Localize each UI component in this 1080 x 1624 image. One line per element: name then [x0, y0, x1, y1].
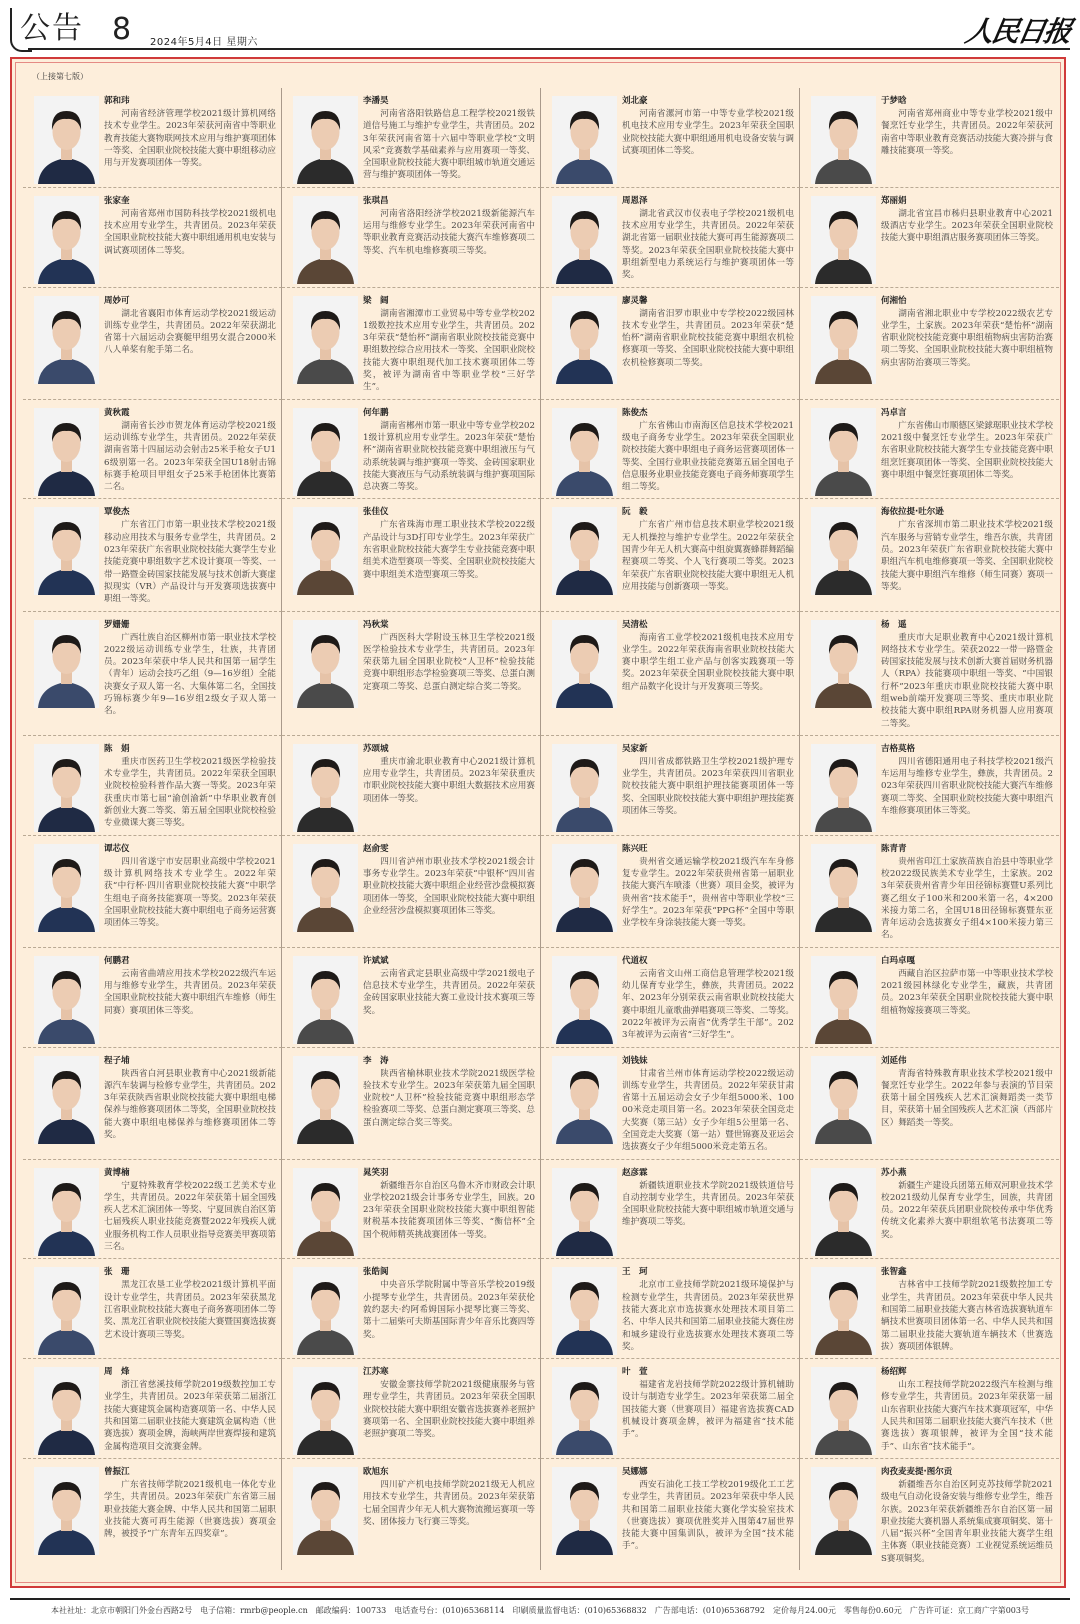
profile-card — [23, 736, 282, 836]
student-bio: 陕西省白河县职业教育中心2021级新能源汽车装调与检修专业学生，共青团员。2023年荣获陕西省职业院校技能大赛中职组电梯保养与维修赛项团体二等奖，全国职业院校技能大赛中职组电梯保养与维修赛项团体二等奖。 — [104, 1068, 276, 1140]
portrait-photo — [293, 1168, 358, 1256]
student-name: 李潘昊 — [363, 96, 389, 106]
footer-item: 零售每份0.60元 — [843, 1606, 902, 1616]
profile-card — [541, 948, 800, 1048]
profile-card — [800, 948, 1059, 1048]
student-bio: 四川省遂宁市安居职业高级中学校2021级计算机网络技术专业学生。2022年荣获“中行杯·四川省职业院校技能大赛”中职学生组电子商务技能赛项一等奖。2023年荣获全国职业院校技能大赛中职组电子商务运营赛项团体三等奖。 — [104, 856, 276, 929]
student-name: 杨 遥 — [881, 619, 907, 630]
portrait-photo — [34, 744, 99, 832]
student-name: 阮 毅 — [622, 507, 648, 518]
student-name: 程子埔 — [104, 1055, 130, 1066]
student-bio: 广东省江门市第一职业技术学校2021级移动应用技术与服务专业学生，共青团员。2023年荣获广东省职业院校技能大赛学生专业技能竞赛中职组数字艺术设计赛项一等奖、一带一路暨金砖国家技能发展与技术创新大赛虚拟现实（VR）产品设计与开发赛项选拔赛中职组一等奖。 — [104, 520, 276, 605]
profile-card — [541, 400, 800, 500]
student-name: 赵彦霖 — [622, 1167, 648, 1178]
profile-card — [23, 612, 282, 736]
profile-card — [541, 1359, 800, 1459]
footer-info — [10, 1605, 1070, 1616]
profile-card — [23, 1259, 282, 1359]
student-name: 周 烽 — [104, 1367, 130, 1378]
portrait-photo — [811, 1168, 876, 1256]
portrait-photo — [552, 408, 617, 496]
student-name: 梁 阔 — [363, 295, 389, 306]
portrait-photo — [811, 1056, 876, 1144]
continued-note: （上接第七版） — [32, 72, 88, 81]
profile-card — [541, 88, 800, 188]
student-name: 冯秋棠 — [363, 619, 389, 630]
footer-item: 定价每月24.00元 — [772, 1606, 836, 1616]
student-name: 许斌斌 — [363, 955, 389, 966]
student-bio: 海南省工业学校2021级机电技术应用专业学生。2022年荣获海南省职业院校技能大赛中职学生组工业产品与创客实践赛项一等奖。2023年荣获全国职业院校技能大赛中职组产品数字化设计与开发赛项三等奖。 — [622, 632, 794, 692]
profile-card — [800, 836, 1059, 948]
student-bio: 湖北省襄阳市体育运动学校2021级运动训练专业学生，共青团员。2022年荣获湖北省第十六届运动会赛艇甲组男女混合2000米八人单桨有舵手第二名。 — [104, 308, 276, 356]
student-bio: 湖南省湘潭市工业贸易中等专业学校2021级数控技术应用专业学生，共青团员。2023年荣获“楚怡杯”湖南省职业院校技能竞赛中职组数控综合应用技术一等奖、全国职业院校技能大赛中职组现代加工技术赛项团体二等奖，被评为湖南省中等职业学校“三好学生”。 — [363, 308, 535, 393]
student-name: 张佳仪 — [363, 507, 389, 518]
footer-rule — [10, 1598, 1070, 1600]
student-bio: 河南省洛阳经济学校2021级新能源汽车运用与维修专业学生。2023年荣获河南省中等职业教育竞赛活动技能大赛汽车维修赛项二等奖、汽车机电维修赛项三等奖。 — [363, 208, 535, 256]
student-name: 廖灵馨 — [622, 295, 648, 306]
student-name: 黄博楠 — [104, 1167, 130, 1178]
portrait-photo — [552, 1056, 617, 1144]
profile-card — [541, 499, 800, 611]
portrait-photo — [293, 1056, 358, 1144]
profile-card — [23, 1048, 282, 1160]
student-bio: 福建省龙岩技师学院2022级计算机辅助设计与制造专业学生。2023年荣获第二届全国技能大赛（世赛项目）福建省选拔赛CAD机械设计赛项金牌，被评为福建省“技术能手”。 — [622, 1380, 794, 1440]
footer-item: 邮政编码：100733 — [315, 1606, 387, 1616]
portrait-photo — [811, 744, 876, 832]
profile-card — [541, 188, 800, 288]
student-name: 何年鹏 — [363, 407, 389, 418]
portrait-photo — [293, 1467, 358, 1555]
profile-card — [23, 88, 282, 188]
student-bio: 河南省洛阳铁路信息工程学校2021级铁道信号施工与维护专业学生，共青团员。2023年荣获河南省第十六届中等职业学校“文明风采”竞赛数学基础素养与应用赛项一等奖、全国职业院校技能大赛中职组城市轨道交通运营与维护赛项团体一等奖。 — [363, 109, 535, 181]
student-bio: 四川省成都铁路卫生学校2021级护理专业学生，共青团员。2023年荣获四川省职业院校技能大赛中职组护理技能赛项团体一等奖、全国职业院校技能大赛中职组护理技能赛项团体三等奖。 — [622, 756, 794, 817]
profile-card — [541, 736, 800, 836]
profile-card — [541, 1259, 800, 1359]
portrait-photo — [552, 507, 617, 595]
portrait-photo — [811, 1267, 876, 1355]
footer-item: 广告许可证：京工商广字第003号 — [909, 1606, 1029, 1616]
masthead — [0, 0, 1080, 54]
student-bio: 云南省文山州工商信息管理学校2021级幼儿保育专业学生，彝族，共青团员。2022年、2023年分别荣获云南省职业院校技能大赛中职组儿童歌曲弹唱赛项三等奖、二等奖。2022年被评为云南省“优秀学生干部”。2023年被评为云南省“三好学生”。 — [622, 968, 794, 1041]
portrait-photo — [34, 1467, 99, 1555]
footer-item: 印刷质量监督电话：(010)65368832 — [512, 1606, 647, 1616]
student-name: 郑丽娟 — [881, 195, 907, 206]
student-name: 张琪昌 — [363, 195, 389, 206]
portrait-photo — [34, 408, 99, 496]
portrait-photo — [552, 196, 617, 284]
portrait-photo — [811, 620, 876, 708]
portrait-photo — [34, 507, 99, 595]
student-bio: 新疆维吾尔自治区阿克苏技师学院2021级电气自动化设备安装与维修专业学生，维吾尔族。2023年荣获新疆维吾尔自治区第一届职业技能大赛机器人系统集成赛项铜奖、第十八届“振兴杯”全国青年职业技能大赛学生组主体赛（职业技能竞赛）工业视觉系统运维员S赛项铜奖。 — [881, 1479, 1053, 1564]
student-name: 陈俊杰 — [622, 407, 648, 418]
profile-card — [800, 188, 1059, 288]
profile-card — [800, 1459, 1059, 1570]
portrait-photo — [811, 1367, 876, 1455]
student-bio: 中央音乐学院附属中等音乐学校2019级小提琴专业学生，共青团员。2023年荣获伦敦约瑟夫·约阿希姆国际小提琴比赛三等奖、第十二届柴可夫斯基国际青少年音乐比赛四等奖。 — [363, 1280, 535, 1340]
portrait-photo — [811, 296, 876, 384]
portrait-photo — [552, 620, 617, 708]
student-bio: 黑龙江农垦工业学校2021级计算机平面设计专业学生，共青团员。2023年荣获黑龙江省职业院校技能大赛电子商务赛项团体二等奖、黑龙江省职业院校技能大赛暨国赛选拔赛艺术设计赛项三等奖。 — [104, 1280, 276, 1340]
profile-card — [541, 288, 800, 400]
student-name: 肉孜麦麦提·图尔贡 — [881, 1466, 953, 1477]
student-bio: 重庆市渝北职业教育中心2021级计算机应用专业学生，共青团员。2023年荣获重庆市职业院校技能大赛中职组大数据技术应用赛项团体一等奖。 — [363, 756, 535, 804]
profile-card — [282, 1048, 541, 1160]
student-bio: 四川省德阳通用电子科技学校2021级汽车运用与维修专业学生，彝族，共青团员。2023年荣获四川省职业院校技能大赛汽车维修赛项二等奖、全国职业院校技能大赛中职组汽车维修赛项团体三等奖。 — [881, 756, 1053, 817]
profile-card — [282, 836, 541, 948]
portrait-photo — [34, 1056, 99, 1144]
student-name: 吴家新 — [622, 743, 648, 754]
portrait-photo — [811, 956, 876, 1044]
portrait-photo — [552, 844, 617, 932]
student-name: 苏小燕 — [881, 1167, 907, 1178]
student-bio: 重庆市医药卫生学校2021级医学检验技术专业学生，共青团员。2022年荣获全国职业院校检验科普作品大赛一等奖。2023年荣获重庆市第七届“渝创渝新”中华职业教育创新创业大赛二等奖、第五届全国职业院校检验专业微课大赛三等奖。 — [104, 756, 276, 829]
student-name: 周妙可 — [104, 295, 130, 306]
profile-card — [282, 288, 541, 400]
portrait-photo — [811, 408, 876, 496]
portrait-photo — [293, 507, 358, 595]
profile-card — [800, 88, 1059, 188]
portrait-photo — [552, 1467, 617, 1555]
student-bio: 河南省经济管理学校2021级计算机网络技术专业学生。2023年荣获河南省中等职业教育技能大赛物联网技术应用与维护赛项团体一等奖、全国职业院校技能大赛中职组移动应用与开发赛项团体一等奖。 — [104, 109, 276, 169]
student-name: 赵俞雯 — [363, 843, 389, 854]
student-bio: 河南省郑州市国防科技学校2021级机电技术应用专业学生，共青团员。2023年荣获全国职业院校技能大赛中职组通用机电安装与调试赛项团体二等奖。 — [104, 208, 276, 256]
profile-card — [282, 736, 541, 836]
portrait-photo — [552, 296, 617, 384]
profile-card — [800, 1048, 1059, 1160]
student-bio: 安徽金寨技师学院2021级健康服务与管理专业学生，共青团员。2023年荣获全国职业院校技能大赛中职组安徽省选拔赛养老照护赛项第一名、全国职业院校技能大赛中职组养老照护赛项二等奖。 — [363, 1380, 535, 1440]
student-bio: 青海省特殊教育职业技术学校2021级中餐烹饪专业学生。2022年参与表演的节目荣获第十届全国残疾人艺术汇演舞蹈类一类节目，荣获第十届全国残疾人艺术汇演（西部片区）舞蹈类一等奖。 — [881, 1068, 1053, 1128]
portrait-photo — [293, 296, 358, 384]
student-bio: 广东省技师学院2021级机电一体化专业学生，共青团员。2023年荣获广东省第三届职业技能大赛金牌、中华人民共和国第二届职业技能大赛可再生能源（世赛选拔）赛项金牌，被授予“广东青年五四奖章”。 — [104, 1479, 276, 1540]
student-bio: 贵州省交通运输学校2021级汽车车身修复专业学生。2022年荣获贵州省第一届职业技能大赛汽车喷漆（世赛）项目金奖，被评为贵州省“技术能手”，贵州省中等职业学校“三好学生”。2023年荣获“PPG杯”全国中等职业学校车身涂装技能大赛一等奖。 — [622, 856, 794, 929]
portrait-photo — [811, 507, 876, 595]
portrait-photo — [34, 296, 99, 384]
portrait-photo — [293, 956, 358, 1044]
student-bio: 湖北省武汉市仪表电子学校2021级机电技术应用专业学生，共青团员。2022年荣获湖北省第一届职业技能大赛可再生能源赛项二等奖。2023年荣获全国职业院校技能大赛中职组新型电力系统运行与维护赛项团体一等奖。 — [622, 208, 794, 281]
portrait-photo — [34, 956, 99, 1044]
profile-card — [541, 836, 800, 948]
profile-card — [800, 400, 1059, 500]
portrait-photo — [552, 1168, 617, 1256]
student-bio: 西安石油化工技工学校2019级化工工艺专业学生，共青团员。2023年荣获中华人民共和国第二届职业技能大赛化学实验室技术（世赛选拔）赛项优胜奖并入围第47届世界技能大赛中国集训队，被评为全国“技术能手”。 — [622, 1479, 794, 1552]
portrait-photo — [552, 96, 617, 184]
student-name: 刘延伟 — [881, 1055, 907, 1066]
student-bio: 重庆市大足职业教育中心2021级计算机网络技术专业学生。荣获2022一带一路暨金砖国家技能发展与技术创新大赛首届财务机器人（RPA）技能赛项中职组一等奖、“中国银行杯”2023年重庆市职业院校技能大赛中职组web前端开发赛项三等奖、重庆市职业院校技能大赛中职组RPA财务机器人应用赛项二等奖。 — [881, 632, 1053, 729]
profile-card — [282, 1459, 541, 1570]
profile-card — [800, 1359, 1059, 1459]
portrait-photo — [293, 408, 358, 496]
student-name: 代道权 — [622, 955, 648, 966]
student-name: 冯卓言 — [881, 407, 907, 418]
profile-card — [541, 1048, 800, 1160]
profile-card — [23, 836, 282, 948]
profile-card — [800, 288, 1059, 400]
footer-item: 电子信箱：rmrb@people.cn — [200, 1606, 308, 1616]
student-bio: 新疆生产建设兵团第五师双河职业技术学校2021级幼儿保育专业学生，回族，共青团员。2022年荣获兵团职业院校传承中华优秀传统文化素养大赛中职组软笔书法赛项二等奖。 — [881, 1180, 1053, 1240]
portrait-photo — [293, 1267, 358, 1355]
student-name: 何鹏君 — [104, 955, 130, 966]
student-bio: 广西壮族自治区柳州市第一职业技术学校2022级运动训练专业学生，壮族，共青团员。2023年荣获中华人民共和国第一届学生（青年）运动会技巧乙组（9—16岁组）全能决赛女子双人第一名、大集体第二名，全国技巧锦标赛少年9—16岁组2级女子双人第一名。 — [104, 632, 276, 717]
student-bio: 湖南省湘北职业中专学校2022级农艺专业学生，土家族。2023年荣获“楚怡杯”湖南省职业院校技能竞赛中职组植物病虫害防治赛项二等奖、全国职业院校技能大赛中职组植物病虫害防治赛项三等奖。 — [881, 308, 1053, 368]
student-bio: 山东工程技师学院2022级汽车检测与维修专业学生，共青团员。2023年荣获第一届山东省职业技能大赛汽车技术赛项冠军，中华人民共和国第二届职业技能大赛汽车技术（世赛选拔）赛项银牌，被评为全国“技术能手”、山东省“技术能手”。 — [881, 1380, 1053, 1452]
student-name: 李 涛 — [363, 1055, 389, 1066]
footer-item: 电话查号台：(010)65368114 — [394, 1606, 505, 1616]
student-name: 白玛卓嘎 — [881, 955, 916, 966]
student-name: 黄秋霞 — [104, 407, 130, 418]
student-name: 王 珂 — [622, 1267, 648, 1278]
portrait-photo — [34, 844, 99, 932]
announcement-frame — [10, 57, 1066, 1588]
student-name: 吴娜娜 — [622, 1466, 648, 1477]
profile-card — [23, 948, 282, 1048]
student-bio: 云南省武定县职业高级中学2021级电子信息技术专业学生，共青团员。2022年荣获金砖国家职业技能大赛工业设计技术赛项三等奖。 — [363, 968, 535, 1016]
portrait-photo — [293, 1367, 358, 1455]
student-bio: 吉林省中工技师学院2021级数控加工专业学生，共青团员。2023年荣获中华人民共和国第二届职业技能大赛吉林省选拔赛轨道车辆技术世赛项目团体第一名、中华人民共和国第二届职业技能大赛轨道车辆技术（世赛选拔）赛项团体银牌。 — [881, 1280, 1053, 1352]
student-bio: 宁夏特殊教育学校2022级工艺美术专业学生，共青团员。2022年荣获第十届全国残疾人艺术汇演团体一等奖、宁夏回族自治区第七届残疾人职业技能竞赛暨2022年残疾人就业服务机构工作人员职业指导竞赛美甲赛项第三名。 — [104, 1180, 276, 1253]
profile-card — [541, 1160, 800, 1260]
student-bio: 广东省佛山市南海区信息技术学校2021级电子商务专业学生。2023年荣获全国职业院校技能大赛中职组电子商务运营赛项团体一等奖、全国行业职业技能竞赛第五届全国电子信息服务业职业技能竞赛电子商务师赛项学生组二等奖。 — [622, 420, 794, 493]
portrait-photo — [293, 620, 358, 708]
profile-card — [23, 400, 282, 500]
profile-card — [800, 736, 1059, 836]
profile-card — [23, 499, 282, 611]
student-name: 曾振江 — [104, 1466, 130, 1477]
student-name: 陈青青 — [881, 843, 907, 854]
profile-card — [23, 1459, 282, 1570]
student-bio: 河南省郑州商业中等专业学校2021级中餐烹饪专业学生，共青团员。2022年荣获河南省中等职业教育竞赛活动技能大赛冷拼与食雕技能赛项一等奖。 — [881, 109, 1053, 156]
student-name: 刘钱妹 — [622, 1055, 648, 1066]
portrait-photo — [552, 1267, 617, 1355]
portrait-photo — [811, 844, 876, 932]
student-name: 杨绍辉 — [881, 1367, 907, 1378]
student-bio: 西藏自治区拉萨市第一中等职业技术学校2021级园林绿化专业学生，藏族，共青团员。2023年荣获全国职业院校技能大赛中职组植物嫁接赛项三等奖。 — [881, 968, 1053, 1016]
profile-card — [282, 1359, 541, 1459]
student-name: 晁笑羽 — [363, 1167, 389, 1178]
portrait-photo — [34, 1168, 99, 1256]
portrait-photo — [34, 1367, 99, 1455]
student-bio: 湖南省长沙市贺龙体育运动学校2021级运动训练专业学生，共青团员。2022年荣获湖南省第十四届运动会射击25米手枪女子U16级别第一名。2023年荣获全国U18射击锦标赛手枪项目甲组女子25米手枪团体比赛第二名。 — [104, 420, 276, 493]
student-name: 周恩泽 — [622, 195, 648, 206]
profile-card — [282, 612, 541, 736]
student-name: 何湘怡 — [881, 295, 907, 306]
student-name: 叶 萱 — [622, 1367, 648, 1378]
portrait-photo — [811, 196, 876, 284]
student-name: 张 珊 — [104, 1267, 130, 1278]
portrait-photo — [293, 96, 358, 184]
portrait-photo — [34, 620, 99, 708]
student-bio: 四川省泸州市职业技术学校2021级会计事务专业学生。2023年荣获“中银杯”四川省职业院校技能大赛中职组企业经营沙盘模拟赛项团体一等奖，全国职业院校技能大赛中职组企业经营沙盘模拟赛项团体三等奖。 — [363, 856, 535, 916]
student-name: 欧旭东 — [363, 1466, 389, 1477]
profile-card — [800, 612, 1059, 736]
student-name: 覃俊杰 — [104, 507, 130, 518]
student-bio: 甘肃省兰州市体育运动学校2022级运动训练专业学生，共青团员。2022年荣获甘肃省第十五届运动会女子少年组5000米、10000米竞走项目第一名。2023年荣获全国竞走大奖赛（第三站）女子少年组5公里第一名、全国竞走大奖赛（第一站）暨世锦赛及亚运会选拔赛女子少年组5000米竞走第五名。 — [622, 1068, 794, 1153]
portrait-photo — [293, 744, 358, 832]
profile-card — [23, 188, 282, 288]
student-bio: 广东省广州市信息技术职业学校2021级无人机操控与维护专业学生。2022年荣获全国青少年无人机大赛高中组旋翼赛蜂群舞蹈编程赛项二等奖、个人飞行赛项二等奖。2023年荣获广东省职业院校技能大赛中职组无人机应用技能与创新赛项一等奖。 — [622, 520, 794, 592]
page-number: 8 — [112, 12, 132, 47]
profile-card — [282, 1259, 541, 1359]
portrait-photo — [293, 196, 358, 284]
newspaper-logo: 人民日报 — [962, 15, 1073, 48]
student-bio: 贵州省印江土家族苗族自治县中等职业学校2022级民族美术专业学生，土家族。2023年荣获贵州省青少年田径锦标赛暨U系列比赛乙组女子100米和200米第一名，4×200米接力第二名，全国U18田径锦标赛暨东亚青年运动会选拔赛女子组4×100米接力第三名。 — [881, 856, 1053, 941]
profile-card — [282, 88, 541, 188]
student-bio: 湖南省汨罗市职业中专学校2022级园林技术专业学生，共青团员。2023年荣获“楚怡杯”湖南省职业院校技能竞赛中职组农机检修赛项一等奖、全国职业院校技能大赛中职组农机检修赛项二等奖。 — [622, 308, 794, 368]
portrait-photo — [811, 96, 876, 184]
student-name: 张家奎 — [104, 195, 130, 206]
student-name: 江苏寒 — [363, 1367, 389, 1378]
student-name: 罗姗姗 — [104, 619, 130, 630]
student-name: 郭和玮 — [104, 96, 130, 106]
issue-date: 2024年5月4日 星期六 — [150, 37, 258, 48]
student-bio: 河南省漯河市第一中等专业学校2021级机电技术应用专业学生。2023年荣获全国职业院校技能大赛中职组通用机电设备安装与调试赛项团体二等奖。 — [622, 109, 794, 156]
masthead-rule — [28, 48, 1070, 50]
student-bio: 广东省佛山市顺德区梁銶琚职业技术学校2021级中餐烹饪专业学生。2023年荣获广东省职业院校技能大赛学生专业技能竞赛中职组烹饪赛项团体一等奖、全国职业院校技能大赛中职组中餐烹饪赛项团体二等奖。 — [881, 420, 1053, 480]
student-bio: 北京市工业技师学院2021级环境保护与检测专业学生，共青团员。2023年荣获世界技能大赛北京市选拔赛水处理技术项目第二名、中华人民共和国第二届职业技能大赛住房和城乡建设行业选拔赛水处理技术赛项二等奖。 — [622, 1280, 794, 1352]
student-name: 谭芯仪 — [104, 843, 130, 854]
student-name: 张智鑫 — [881, 1267, 907, 1278]
student-name: 陈 娟 — [104, 743, 130, 754]
profile-card — [23, 1359, 282, 1459]
student-name: 海依拉提·吐尔逊 — [881, 507, 944, 518]
student-bio: 四川矿产机电技师学院2021级无人机应用技术专业学生，共青团员。2023年荣获第七届全国青少年无人机大赛物流搬运赛项一等奖、团体接力飞行赛三等奖。 — [363, 1479, 535, 1527]
profile-card — [282, 499, 541, 611]
student-bio: 湖北省宜昌市秭归县职业教育中心2021级酒店专业学生。2023年荣获全国职业院校技能大赛中职组酒店服务赛项团体三等奖。 — [881, 208, 1053, 244]
student-bio: 浙江省慈溪技师学院2019级数控加工专业学生，共青团员。2023年荣获第二届浙江技能大赛建筑金属构造赛项第一名、中华人民共和国第二届职业技能大赛建筑金属构造（世赛选拔）赛项金牌，海峡两岸世赛焊接和建筑金属构造项目交流赛金牌。 — [104, 1380, 276, 1452]
student-bio: 广东省珠海市理工职业技术学校2022级产品设计与3D打印专业学生。2023年荣获广东省职业院校技能大赛学生专业技能竞赛中职组美术造型赛项一等奖、全国职业院校技能大赛中职组美术造型赛项三等奖。 — [363, 520, 535, 580]
profile-card — [282, 1160, 541, 1260]
student-bio: 云南省曲靖应用技术学校2022级汽车运用与维修专业学生，共青团员。2023年荣获全国职业院校技能大赛中职组汽车维修（师生同赛）赛项团体三等奖。 — [104, 968, 276, 1016]
student-name: 刘北豪 — [622, 96, 648, 106]
profile-card — [541, 1459, 800, 1570]
student-bio: 陕西省榆林职业技术学院2021级医学检验技术专业学生。2023年荣获第九届全国职业院校“人卫杯”检验技能竞赛中职组形态学检验赛项二等奖、总蛋白测定赛项三等奖、总蛋白测定综合奖三等奖。 — [363, 1068, 535, 1128]
portrait-photo — [811, 1467, 876, 1555]
portrait-photo — [34, 196, 99, 284]
portrait-photo — [552, 956, 617, 1044]
student-name: 陈兴旺 — [622, 843, 648, 854]
profile-card — [282, 400, 541, 500]
footer-item: 本社社址：北京市朝阳门外金台西路2号 — [51, 1606, 193, 1616]
section-title: 公告 — [20, 11, 84, 46]
student-bio: 广西医科大学附设玉林卫生学校2021级医学检验技术专业学生，共青团员。2023年荣获第九届全国职业院校“人卫杯”检验技能竞赛中职组形态学检验赛项三等奖、总蛋白测定赛项二等奖、总蛋白测定综合奖二等奖。 — [363, 632, 535, 692]
student-name: 于梦晗 — [881, 96, 907, 106]
student-name: 吉格莫格 — [881, 743, 916, 754]
portrait-photo — [293, 844, 358, 932]
profile-card — [800, 499, 1059, 611]
student-name: 张皓阆 — [363, 1267, 389, 1278]
student-bio: 湖南省郴州市第一职业中等专业学校2021级计算机应用专业学生。2023年荣获“楚怡杯”湖南省职业院校技能竞赛中职组液压与气动系统装调与维护赛项一等奖、金砖国家职业技能大赛液压与气动系统装调与维护赛项国际总决赛二等奖。 — [363, 420, 535, 493]
footer-item: 广告部电话：(010)65368792 — [654, 1606, 765, 1616]
portrait-photo — [34, 1267, 99, 1355]
student-name: 吴清松 — [622, 619, 648, 630]
student-bio: 广东省深圳市第二职业技术学校2021级汽车服务与营销专业学生，维吾尔族，共青团员。2023年荣获广东省职业院校技能大赛中职组汽车机电维修赛项一等奖、全国职业院校技能大赛中职组汽车维修（师生同赛）赛项一等奖。 — [881, 520, 1053, 592]
profile-card — [23, 288, 282, 400]
profile-card — [800, 1259, 1059, 1359]
profile-card — [282, 948, 541, 1048]
profile-card — [282, 188, 541, 288]
profile-card — [800, 1160, 1059, 1260]
portrait-photo — [34, 96, 99, 184]
portrait-photo — [552, 1367, 617, 1455]
student-name: 苏颂城 — [363, 743, 389, 754]
student-bio: 新疆铁道职业技术学院2021级铁道信号自动控制专业学生，共青团员。2023年荣获全国职业院校技能大赛中职组城市轨道交通与维护赛项二等奖。 — [622, 1180, 794, 1228]
profile-card — [541, 612, 800, 736]
profile-card — [23, 1160, 282, 1260]
profile-grid — [23, 88, 1059, 1570]
portrait-photo — [552, 744, 617, 832]
student-bio: 新疆维吾尔自治区乌鲁木齐市财政会计职业学校2021级会计事务专业学生，回族。2023年荣获全国职业院校技能大赛中职组智能财税基本技能赛项团体三等奖、“衡信杯”全国个税师精英挑战赛团体一等奖。 — [363, 1180, 535, 1240]
